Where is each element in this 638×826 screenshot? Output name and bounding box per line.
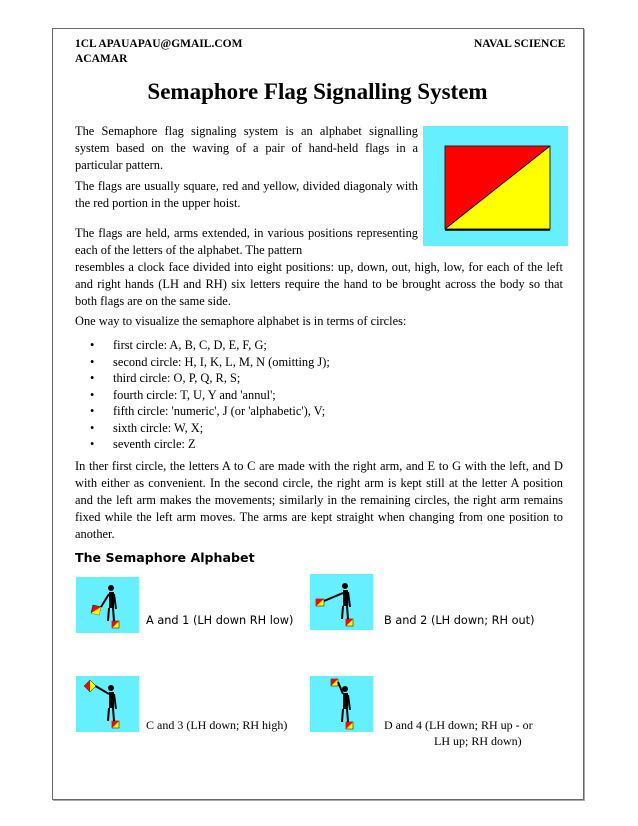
- caption-d-line1: D and 4 (LH down; RH up - or: [384, 718, 533, 732]
- list-item: • sixth circle: W, X;: [90, 420, 204, 435]
- caption-d-line2: LH up; RH down): [434, 734, 522, 748]
- list-item: • third circle: O, P, Q, R, S;: [90, 371, 241, 385]
- semaphore-figure-icon: [310, 574, 373, 630]
- flag-description-paragraph: The flags are usually square, red and yellow, divided diagonaly with the red portion in the upper hoist.: [75, 179, 418, 210]
- semaphore-flag-image: [423, 126, 568, 246]
- header-name: ACAMAR: [75, 53, 128, 65]
- list-item: • fourth circle: T, U, Y and 'annul';: [90, 387, 276, 402]
- intro-paragraph: The Semaphore flag signaling system is an alphabet signalling system based on the waving of a pair of hand-held flags in a particular pattern.: [75, 124, 418, 172]
- positions-paragraph-start: The flags are held, arms extended, in various positions representing each of the letters of the alphabet. The pattern: [75, 226, 418, 257]
- header-section: NAVAL SCIENCE: [474, 38, 566, 50]
- header-email: 1CL APAUAPAU@GMAIL.COM: [75, 38, 243, 50]
- list-item: • first circle: A, B, C, D, E, F, G;: [90, 338, 267, 352]
- positions-paragraph-end: resembles a clock face divided into eight positions: up, down, out, high, low, for each of the left and right hands (LH and RH) six letters require the hand to be brought across the body so that both flags are on the same side.: [75, 260, 563, 308]
- caption-b: B and 2 (LH down; RH out): [384, 614, 535, 627]
- semaphore-a-image: [76, 577, 139, 633]
- list-item: • fifth circle: 'numeric', J (or 'alphabetic'), V;: [90, 404, 326, 418]
- list-item: • seventh circle: Z: [90, 437, 196, 451]
- semaphore-figure-icon: [310, 676, 373, 732]
- flag-icon: [423, 126, 568, 246]
- circles-list: [75, 337, 555, 453]
- semaphore-b-image: [310, 574, 373, 630]
- caption-c: C and 3 (LH down; RH high): [146, 718, 288, 732]
- caption-a: A and 1 (LH down RH low): [146, 614, 294, 627]
- circles-intro-paragraph: One way to visualize the semaphore alphabet is in terms of circles:: [75, 314, 407, 328]
- header-left: [75, 37, 242, 67]
- list-item: • second circle: H, I, K, L, M, N (omitting J);: [90, 354, 330, 369]
- semaphore-figure-icon: [76, 577, 139, 633]
- semaphore-c-image: [76, 676, 139, 732]
- semaphore-figure-icon: [76, 676, 139, 732]
- first-circle-paragraph: In ther first circle, the letters A to C are made with the right arm, and E to G with the left, and D with either as convenient. In the second circle, the right arm is kept still at the letter A position and the left arm makes the movements; similarly in the remaining circles, the right arm remains fixed while the left arm moves. The arms are kept straight when changing from one position to another.: [75, 459, 563, 541]
- semaphore-d-image: [310, 676, 373, 732]
- page-title: Semaphore Flag Signalling System: [147, 79, 488, 104]
- alphabet-heading: The Semaphore Alphabet: [75, 550, 255, 565]
